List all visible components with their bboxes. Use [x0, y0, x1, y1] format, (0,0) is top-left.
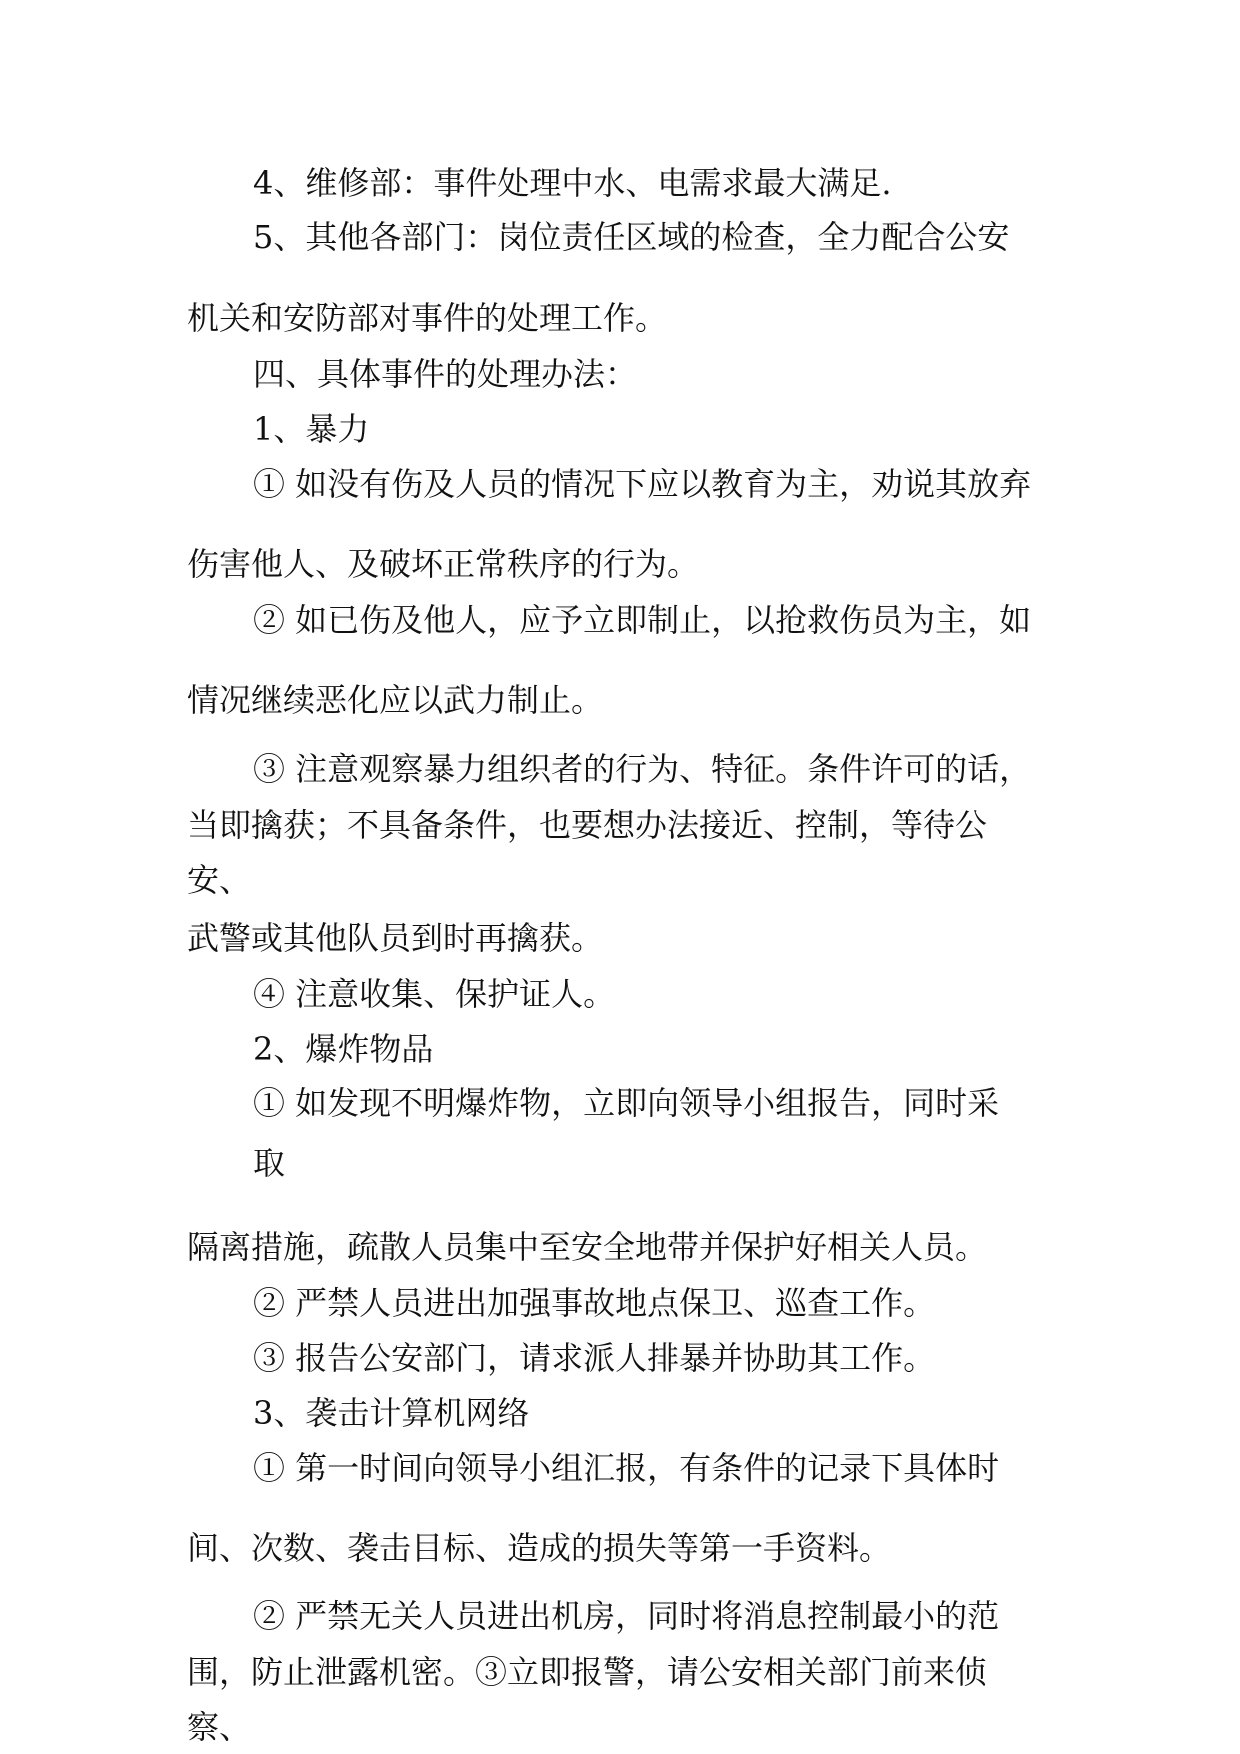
text-line: 武警或其他队员到时再擒获。	[187, 919, 604, 957]
text-line: ③ 注意观察暴力组织者的行为、特征。条件许可的话，	[253, 750, 1032, 788]
text-line: 围，防止泄露机密。③立即报警，请公安相关部门前来侦	[187, 1653, 988, 1691]
text-line: ② 严禁人员进出加强事故地点保卫、巡查工作。	[253, 1284, 936, 1322]
section-heading: 四、具体事件的处理办法：	[253, 355, 638, 393]
text-line: 隔离措施，疏散人员集中至安全地带并保护好相关人员。	[187, 1228, 988, 1266]
text-line: ① 如没有伤及人员的情况下应以教育为主，劝说其放弃	[253, 465, 1032, 503]
text-line: 伤害他人、及破坏正常秩序的行为。	[187, 545, 700, 583]
text-line: 取	[253, 1144, 286, 1182]
subsection-heading: 3、袭击计算机网络	[253, 1394, 530, 1432]
subsection-heading: 1、暴力	[253, 410, 370, 448]
text-line: ③ 报告公安部门，请求派人排暴并协助其工作。	[253, 1339, 936, 1377]
text-line: ② 如已伤及他人，应予立即制止，以抢救伤员为主，如	[253, 601, 1032, 639]
text-line: ② 严禁无关人员进出机房，同时将消息控制最小的范	[253, 1597, 1000, 1635]
text-line: ④ 注意收集、保护证人。	[253, 975, 616, 1013]
text-line: 情况继续恶化应以武力制止。	[187, 681, 604, 719]
text-line: 间、次数、袭击目标、造成的损失等第一手资料。	[187, 1529, 892, 1567]
text-line: ① 如发现不明爆炸物，立即向领导小组报告，同时采	[253, 1084, 1000, 1122]
text-line: ① 第一时间向领导小组汇报，有条件的记录下具体时	[253, 1449, 1000, 1487]
text-line: 4、维修部：事件处理中水、电需求最大满足.	[253, 164, 892, 202]
text-line: 机关和安防部对事件的处理工作。	[187, 299, 668, 337]
text-line: 当即擒获；不具备条件，也要想办法接近、控制，等待公	[187, 806, 988, 844]
text-line: 安、	[187, 861, 252, 899]
text-line: 5、其他各部门：岗位责任区域的检查，全力配合公安	[253, 218, 1010, 256]
subsection-heading: 2、爆炸物品	[253, 1030, 434, 1068]
text-line: 察、	[187, 1708, 252, 1746]
